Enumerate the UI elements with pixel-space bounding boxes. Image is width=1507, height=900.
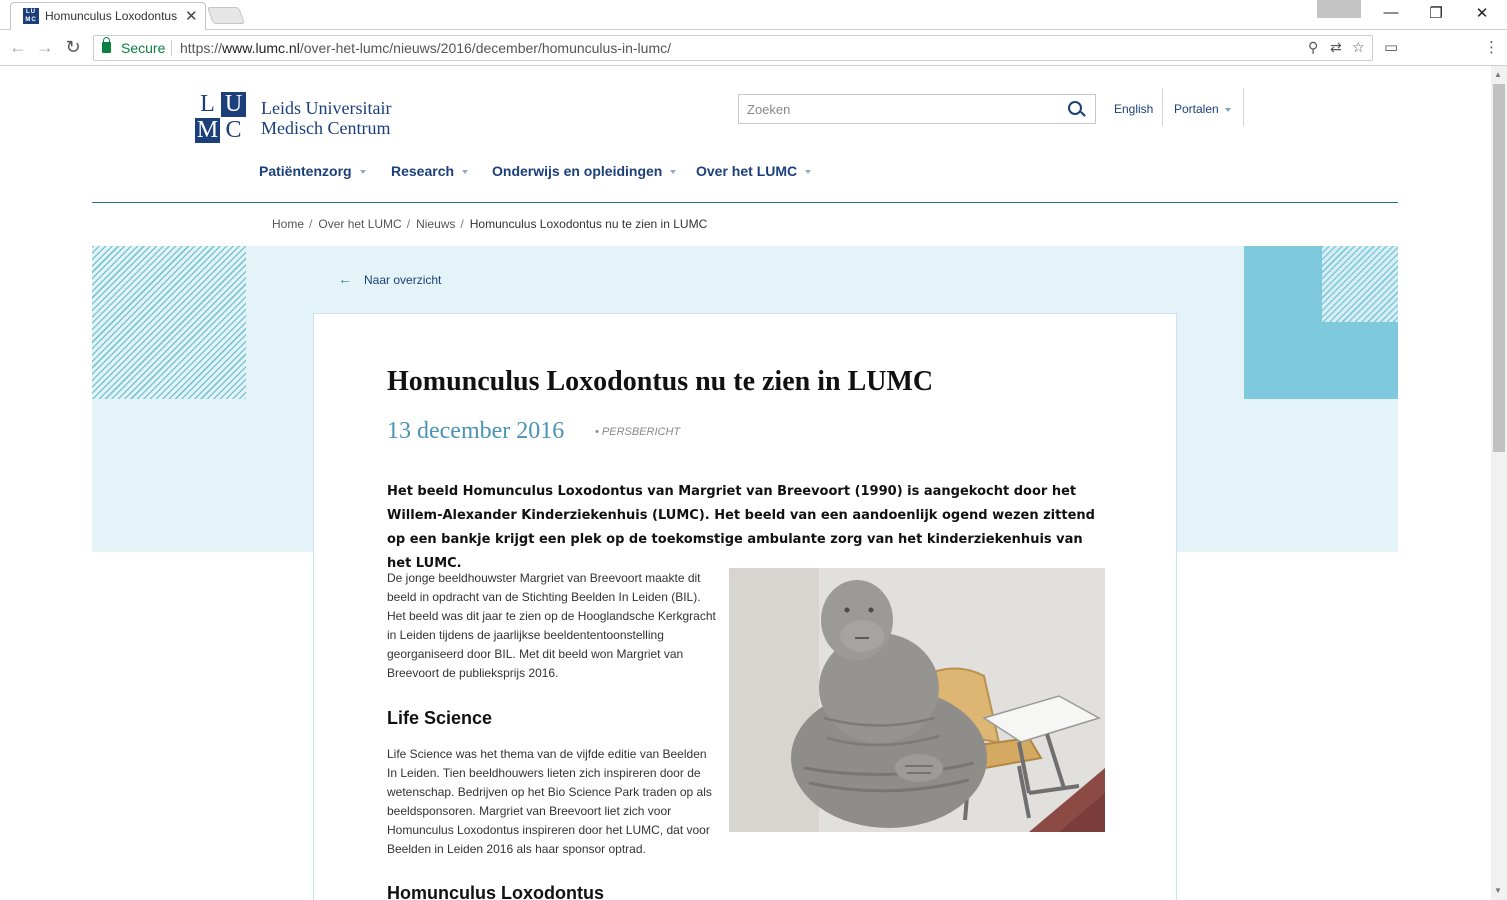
article-category: • PERSBERICHT (595, 426, 681, 438)
cast-icon[interactable]: ▭ (1384, 39, 1399, 56)
decorative-hatch-right (1322, 246, 1398, 322)
sculpture-photo (729, 568, 1105, 832)
breadcrumb (272, 217, 707, 231)
window-close-icon[interactable]: ✕ (1475, 5, 1489, 22)
header-divider (1243, 88, 1244, 126)
caret-down-icon (1225, 108, 1231, 112)
lock-icon (102, 42, 111, 53)
breadcrumb-separator: / (406, 217, 411, 231)
nav-divider (92, 202, 1398, 203)
article-subheading: Life Science (387, 708, 493, 728)
article-date: 13 december 2016 (387, 418, 565, 444)
reload-icon[interactable]: ↻ (65, 37, 81, 57)
nav-item-label: Patiëntenzorg (259, 163, 352, 179)
breadcrumb-separator: / (309, 217, 313, 231)
nav-item-label: Research (391, 163, 455, 179)
breadcrumb-home[interactable]: Home (272, 217, 305, 231)
secure-label: Secure (121, 40, 166, 56)
article-title: Homunculus Loxodontus nu te zien in LUMC (387, 366, 934, 397)
caret-down-icon (360, 170, 366, 174)
search-icon[interactable] (1068, 101, 1082, 115)
scroll-down-icon[interactable]: ▼ (1494, 886, 1502, 895)
caret-down-icon (462, 170, 468, 174)
logo-wordmark[interactable] (261, 98, 391, 138)
back-label: Naar overzicht (364, 273, 442, 287)
address-separator (171, 40, 172, 56)
url-scheme: https:// (180, 40, 223, 56)
article-card (313, 313, 1177, 900)
caret-down-icon (805, 170, 811, 174)
url-path: /over-het-lumc/nieuws/2016/december/homunculus-in-lumc/ (299, 40, 671, 56)
site-search (738, 94, 1096, 124)
url-host: www.lumc.nl (222, 40, 300, 56)
minimize-icon[interactable]: — (1383, 4, 1399, 21)
lumc-favicon-icon: LU MC (23, 8, 39, 24)
arrow-left-icon: ← (338, 271, 352, 287)
logo-letter-l: L (200, 91, 215, 117)
portals-label: Portalen (1174, 102, 1219, 116)
article-lead: Het beeld Homunculus Loxodontus van Margriet van Breevoort (1990) is aangekocht door het Willem-Alexander Kinderziekenhuis (LUMC). Het beeld van een aandoenlijk ogend wezen zittend op een bankje krijgt een plek op de toekomstige ambulante zorg van het kinderziekenhuis van het LUMC. (387, 484, 1095, 571)
article-paragraph: Life Science was het thema van de vijfde editie van Beelden In Leiden. Tien beeldhouwers lieten zich inspireren door de wetenschap. Bedrijven op het Bio Science Park traden op als beeldsponsoren. Margriet van Breevoort liet zich voor Homunculus Loxodontus inspireren door het LUMC, dat voor Beelden in Leiden 2016 als haar sponsor optrad. (387, 747, 712, 856)
article-subheading: Homunculus Loxodontus (387, 883, 604, 900)
nav-item-patientenzorg[interactable] (259, 163, 366, 179)
logo-letter-m: M (196, 117, 219, 143)
nav-item-over-het-lumc[interactable] (696, 163, 811, 179)
nav-item-label: Onderwijs en opleidingen (492, 163, 663, 179)
sculpture-illustration (729, 568, 1105, 832)
profile-area[interactable] (1317, 0, 1361, 18)
web-page (0, 66, 1491, 900)
language-link[interactable]: English (1114, 102, 1154, 116)
zoom-icon[interactable]: ⚲ (1308, 39, 1319, 55)
logo-letter-u: U (221, 92, 246, 117)
article-paragraph: De jonge beeldhouwster Margriet van Breevoort maakte dit beeld in opdracht van de Stichting Beelden In Leiden (BIL). Het beeld was dit jaar te zien op de Hooglandsche Kerkgracht in Leiden tijdens de jaarlijkse beeldententoonstelling georganiseerd door BIL. Met dit beeld won Margriet van Breevoort de publieksprijs 2016. (387, 571, 716, 680)
breadcrumb-separator: / (460, 217, 464, 231)
breadcrumb-nieuws[interactable]: Nieuws (416, 217, 456, 231)
nav-item-label: Over het LUMC (696, 163, 798, 179)
breadcrumb-over-het-lumc[interactable]: Over het LUMC (318, 217, 402, 231)
nav-item-research[interactable] (391, 163, 468, 179)
browser-tab[interactable] (10, 2, 206, 30)
restore-icon[interactable]: ❐ (1429, 5, 1443, 22)
logo-line-2: Medisch Centrum (261, 118, 391, 138)
scroll-up-icon[interactable]: ▲ (1494, 70, 1502, 79)
url-text[interactable] (180, 40, 671, 56)
search-input[interactable] (739, 95, 1059, 123)
bookmark-star-icon[interactable]: ☆ (1352, 39, 1365, 55)
breadcrumb-current: Homunculus Loxodontus nu te zien in LUMC (469, 217, 708, 231)
header-divider (1162, 88, 1163, 126)
decorative-hatch-left (92, 246, 246, 399)
scrollbar-thumb[interactable] (1493, 84, 1505, 452)
browser-tab-bar (0, 0, 1507, 30)
tab-title: Homunculus Loxodontus (45, 9, 178, 23)
nav-item-onderwijs[interactable] (492, 163, 676, 179)
page-scrollbar[interactable] (1491, 66, 1507, 900)
logo-line-1: Leids Universitair (261, 98, 392, 118)
tab-close-icon[interactable]: ✕ (185, 8, 198, 25)
caret-down-icon (670, 170, 676, 174)
translate-icon[interactable]: ⇄ (1330, 39, 1342, 55)
portals-dropdown[interactable] (1174, 102, 1231, 116)
back-icon[interactable]: ← (9, 37, 27, 57)
address-bar[interactable] (93, 35, 1373, 61)
menu-icon[interactable]: ⋮ (1484, 39, 1499, 56)
new-tab-button[interactable] (207, 7, 245, 24)
lumc-logo[interactable] (195, 92, 246, 143)
back-to-overview-link[interactable] (338, 271, 441, 287)
browser-toolbar (0, 30, 1507, 66)
forward-icon[interactable]: → (36, 37, 54, 57)
logo-letter-c: C (225, 117, 242, 143)
